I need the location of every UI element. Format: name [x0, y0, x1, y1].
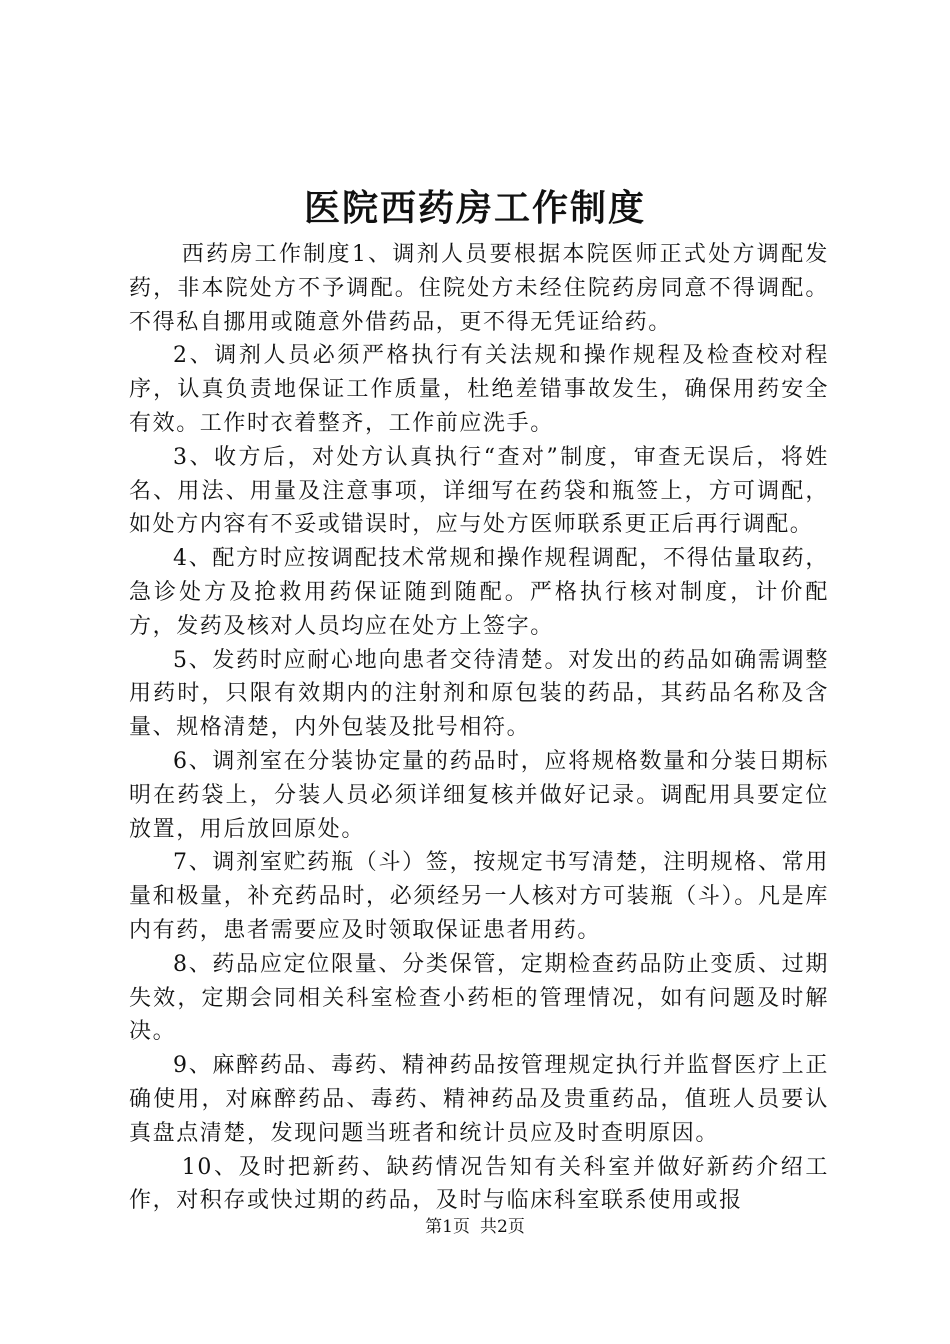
paragraph-9: 9、麻醉药品、毒药、精神药品按管理规定执行并监督医疗上正确使用，对麻醉药品、毒药、精神药品及贵重药品，值班人员要认真盘点清楚，发现问题当班者和统计员应及时查明原因。: [129, 1053, 829, 1146]
paragraph-8: 8、药品应定位限量、分类保管，定期检查药品防止变质、过期失效，定期会同相关科室检查小药柜的管理情况，如有问题及时解决。: [129, 951, 829, 1045]
paragraph-2: 2、调剂人员必须严格执行有关法规和操作规程及检查校对程序，认真负责地保证工作质量，杜绝差错事故发生，确保用药安全有效。工作时衣着整齐，工作前应洗手。: [129, 343, 829, 436]
paragraph-1: 西药房工作制度1、调剂人员要根据本院医师正式处方调配发药，非本院处方不予调配。住院处方未经住院药房同意不得调配。不得私自挪用或随意外借药品，更不得无凭证给药。: [129, 242, 829, 335]
paragraph-6: 6、调剂室在分装协定量的药品时，应将规格数量和分装日期标明在药袋上，分装人员必须详细复核并做好记录。调配用具要定位放置，用后放回原处。: [129, 748, 829, 842]
page-footer: [0, 1215, 950, 1239]
page-total: 共2页: [480, 1217, 525, 1237]
paragraph-7: 7、调剂室贮药瓶（斗）签，按规定书写清楚，注明规格、常用量和极量，补充药品时，必须经另一人核对方可装瓶（斗）。凡是库内有药，患者需要应及时领取保证患者用药。: [129, 850, 829, 943]
paragraph-5: 5、发药时应耐心地向患者交待清楚。对发出的药品如确需调整用药时，只限有效期内的注射剂和原包装的药品，其药品名称及含量、规格清楚，内外包装及批号相符。: [129, 647, 829, 741]
paragraph-4: 4、配方时应按调配技术常规和操作规程调配，不得估量取药，急诊处方及抢救用药保证随到随配。严格执行核对制度，计价配方，发药及核对人员均应在处方上签字。: [129, 546, 829, 639]
document-body: [129, 238, 829, 1218]
paragraph-10: 10、及时把新药、缺药情况告知有关科室并做好新药介绍工作，对积存或快过期的药品，及时与临床科室联系使用或报: [129, 1154, 829, 1214]
page-number: 第1页: [425, 1217, 470, 1237]
document-title: 医院西药房工作制度: [303, 187, 646, 229]
paragraph-3: 3、收方后，对处方认真执行“查对”制度，审查无误后，将姓名、用法、用量及注意事项，详细写在药袋和瓶签上，方可调配，如处方内容有不妥或错误时，应与处方医师联系更正后再行调配。: [129, 444, 829, 538]
